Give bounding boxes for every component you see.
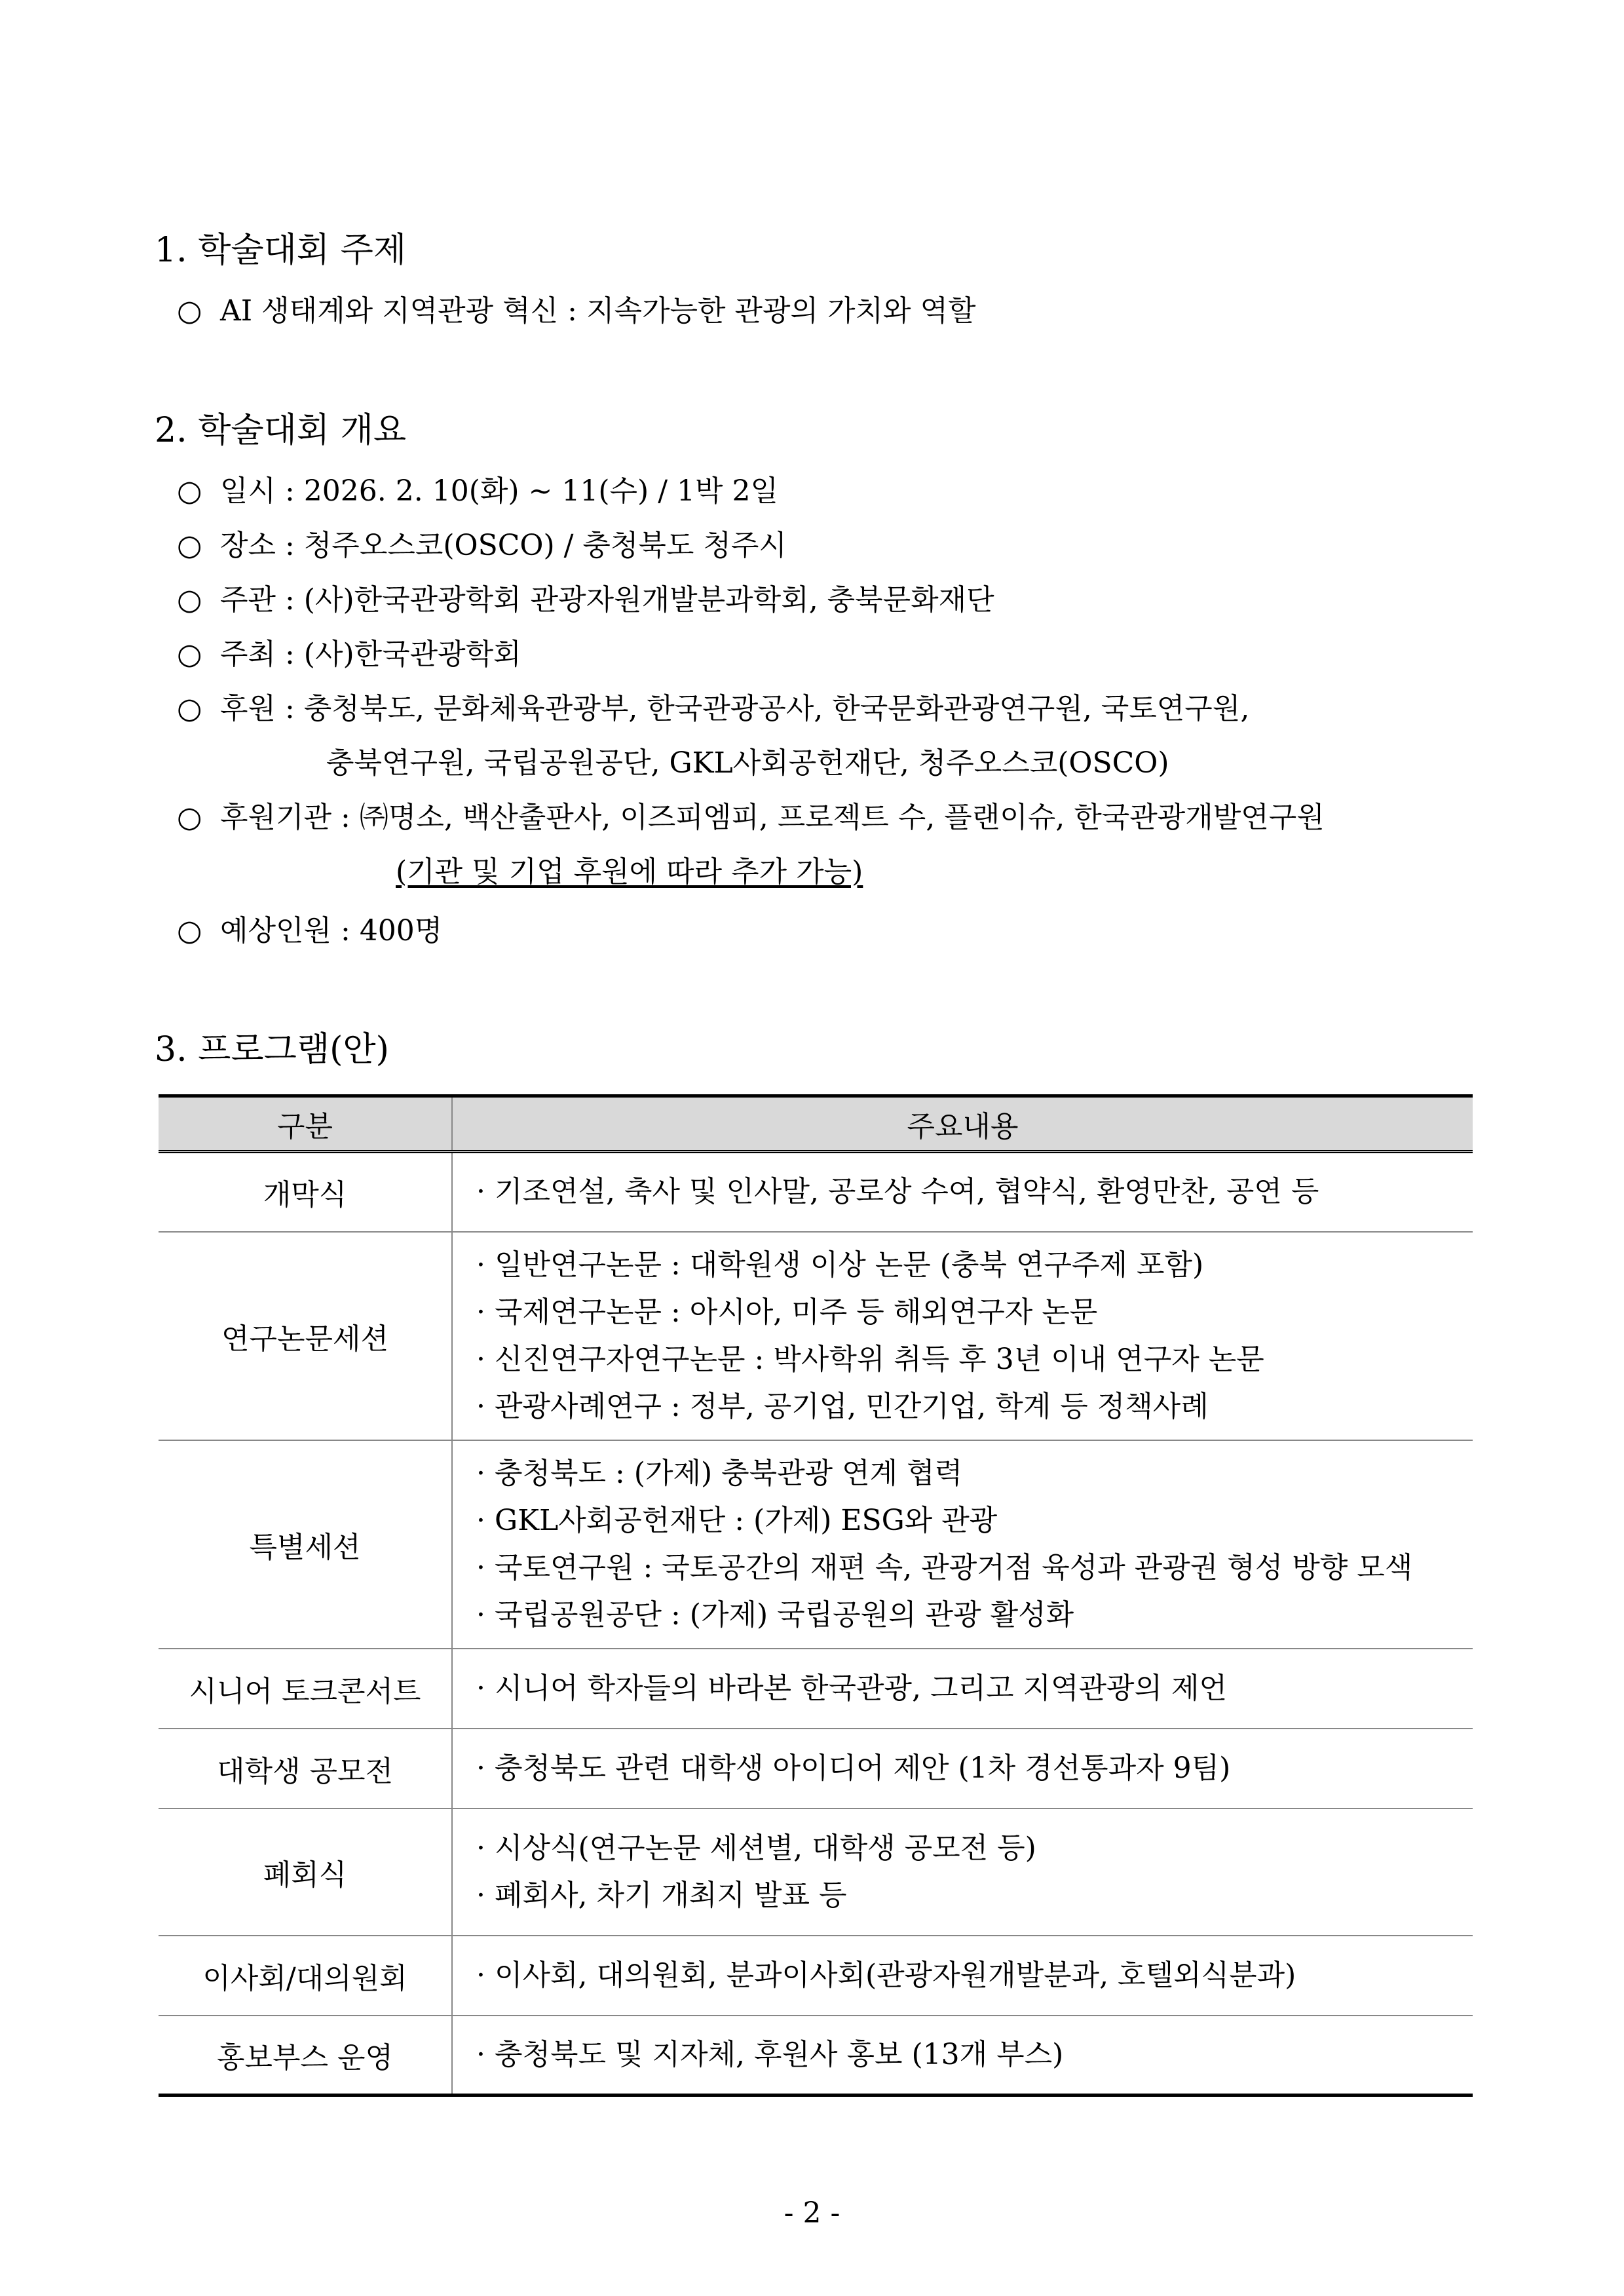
bullet-mark: ○: [177, 638, 202, 671]
overview-item-venue: [177, 527, 787, 564]
overview-text: 주최 : (사)한국관광학회: [220, 638, 521, 671]
theme-text: AI 생태계와 지역관광 혁신 : 지속가능한 관광의 가치와 역할: [220, 294, 976, 328]
row-item: · 국제연구논문 : 아시아, 미주 등 해외연구자 논문: [476, 1295, 1098, 1329]
row-item: · 국토연구원 : 국토공간의 재편 속, 관광거점 육성과 관광권 형성 방향 모색: [476, 1550, 1413, 1584]
row-content: [452, 1649, 1473, 1729]
table-row: [159, 1936, 1473, 2016]
row-category: 개막식: [159, 1152, 452, 1232]
overview-text: 주관 : (사)한국관광학회 관광자원개발분과학회, 충북문화재단: [220, 583, 994, 617]
row-category: 대학생 공모전: [159, 1729, 452, 1808]
row-item: · 충청북도 관련 대학생 아이디어 제안 (1차 경선통과자 9팀): [476, 1751, 1231, 1785]
overview-text: 일시 : 2026. 2. 10(화) ~ 11(수) / 1박 2일: [220, 474, 778, 508]
row-category: 폐회식: [159, 1808, 452, 1936]
row-item: · 관광사례연구 : 정부, 공기업, 민간기업, 학계 등 정책사례: [476, 1389, 1209, 1423]
row-content: [452, 1232, 1473, 1440]
overview-item-attendance: [177, 913, 442, 949]
row-category: 홍보부스 운영: [159, 2016, 452, 2095]
table-row: [159, 1152, 1473, 1232]
overview-sponsor-continued: 충북연구원, 국립공원공단, GKL사회공헌재단, 청주오스코(OSCO): [326, 746, 1169, 780]
bullet-mark: ○: [177, 914, 202, 947]
row-item: · 폐회사, 차기 개최지 발표 등: [476, 1878, 847, 1912]
theme-bullet: [177, 293, 975, 330]
overview-item-date: [177, 473, 778, 510]
table-row: [159, 1649, 1473, 1729]
row-content: [452, 1152, 1473, 1232]
row-item: · 신진연구자연구논문 : 박사학위 취득 후 3년 이내 연구자 논문: [476, 1342, 1264, 1376]
table-row: [159, 1440, 1473, 1649]
section3-title: 3. 프로그램(안): [155, 1030, 389, 1069]
row-category: 이사회/대의원회: [159, 1936, 452, 2016]
row-content: [452, 2016, 1473, 2095]
row-item: · 이사회, 대의원회, 분과이사회(관광자원개발분과, 호텔외식분과): [476, 1958, 1296, 1992]
bullet-mark: ○: [177, 583, 202, 617]
overview-text: 장소 : 청주오스코(OSCO) / 충청북도 청주시: [220, 529, 787, 562]
table-row: [159, 2016, 1473, 2095]
row-category: 시니어 토크콘서트: [159, 1649, 452, 1729]
header-category: 구분: [159, 1096, 452, 1152]
row-content: [452, 1729, 1473, 1808]
bullet-mark: ○: [177, 294, 202, 328]
overview-item-organizer: [177, 582, 994, 619]
row-content: [452, 1440, 1473, 1649]
row-content: [452, 1936, 1473, 2016]
row-category: 연구논문세션: [159, 1232, 452, 1440]
row-item: · 일반연구논문 : 대학원생 이상 논문 (충북 연구주제 포함): [476, 1248, 1204, 1282]
header-content: 주요내용: [452, 1096, 1473, 1152]
row-category: 특별세션: [159, 1440, 452, 1649]
row-item: · 시니어 학자들의 바라본 한국관광, 그리고 지역관광의 제언: [476, 1671, 1227, 1705]
page-number: - 2 -: [784, 2196, 840, 2230]
row-item: · GKL사회공헌재단 : (가제) ESG와 관광: [476, 1503, 998, 1537]
row-item: · 충청북도 : (가제) 충북관광 연계 협력: [476, 1456, 963, 1490]
program-table: [159, 1094, 1473, 2097]
table-row: [159, 1232, 1473, 1440]
row-content: [452, 1808, 1473, 1936]
row-item: · 국립공원공단 : (가제) 국립공원의 관광 활성화: [476, 1598, 1074, 1632]
overview-text: 후원기관 : ㈜명소, 백산출판사, 이즈피엠피, 프로젝트 수, 플랜이슈, 한국관광개발연구원: [220, 801, 1325, 834]
overview-item-host: [177, 636, 521, 673]
bullet-mark: ○: [177, 474, 202, 508]
row-item: · 충청북도 및 지자체, 후원사 홍보 (13개 부스): [476, 2037, 1064, 2071]
bullet-mark: ○: [177, 692, 202, 725]
section1-title: 1. 학술대회 주제: [155, 231, 407, 270]
overview-sponsor-orgs-note: (기관 및 기업 후원에 따라 추가 가능): [396, 855, 863, 889]
row-item: · 시상식(연구논문 세션별, 대학생 공모전 등): [476, 1831, 1036, 1865]
table-header-row: [159, 1096, 1473, 1152]
bullet-mark: ○: [177, 529, 202, 562]
table-row: [159, 1808, 1473, 1936]
overview-text: 후원 : 충청북도, 문화체육관광부, 한국관광공사, 한국문화관광연구원, 국토연구원,: [220, 692, 1250, 725]
overview-item-sponsor-orgs: [177, 799, 1325, 836]
row-item: · 기조연설, 축사 및 인사말, 공로상 수여, 협약식, 환영만찬, 공연 등: [476, 1175, 1319, 1209]
overview-item-sponsor: [177, 691, 1249, 727]
section2-title: 2. 학술대회 개요: [155, 411, 407, 450]
overview-text: 예상인원 : 400명: [220, 914, 443, 947]
bullet-mark: ○: [177, 801, 202, 834]
table-row: [159, 1729, 1473, 1808]
